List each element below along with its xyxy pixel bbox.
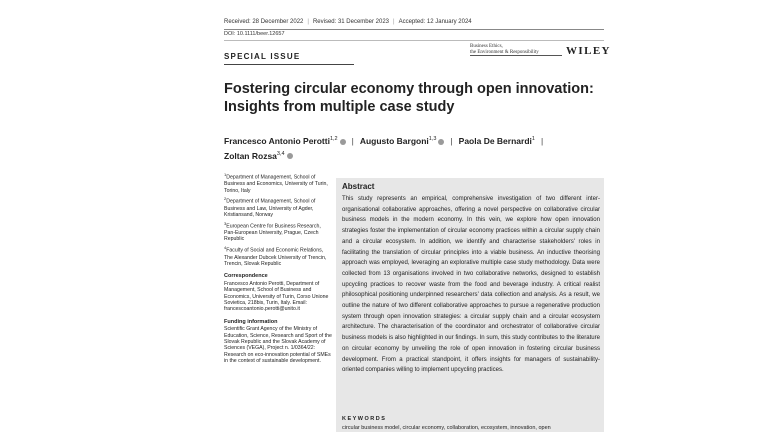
affiliation-text: Department of Management, School of Business and Law, University of Agder, Kristiansand, Norway [224, 199, 316, 218]
revised-date: Revised: 31 December 2023 [312, 19, 389, 25]
author-name[interactable]: Paola De Bernardi [458, 135, 532, 146]
author-list: Francesco Antonio Perotti$^{1,2}$ | Augusto Bargoni$^{1,3}$ | Paola De Bernardi$^1$ | Zoltan Rozsa$^{3,4}$ [224, 135, 544, 161]
journal-logo-bar [470, 55, 562, 56]
article-title: Fostering circular economy through open innovation: Insights from multiple case study [224, 81, 594, 115]
orcid-icon[interactable] [287, 153, 293, 159]
journal-name-line2: the Environment & Responsibility [470, 50, 539, 55]
author-name[interactable]: Francesco Antonio Perotti [224, 135, 330, 146]
section-label: SPECIAL ISSUE [224, 52, 301, 61]
publisher-logo: WILEY [566, 45, 611, 57]
section-underline [224, 64, 354, 65]
abstract-box [336, 178, 604, 432]
affiliation-text: Department of Management, School of Business and Economics, University of Turin, Torino, Italy [224, 174, 328, 194]
doi-link[interactable]: DOI: 10.1111/beer.12657 [224, 31, 285, 37]
correspondence-heading: Correspondence [224, 273, 268, 280]
affiliation [224, 172, 332, 194]
affiliation-number: 4 [224, 245, 227, 251]
received-date: Received: 28 December 2022 [224, 19, 304, 25]
orcid-icon[interactable] [340, 139, 346, 145]
correspondence-text[interactable]: Francesco Antonio Perotti, Department of Management, School of Business and Economics, University of Turin, Corso Unione Sovietica, 218bis, Turin, Italy. Email: francescoantonio.perotti@unito.it [224, 280, 329, 313]
doi-divider [224, 40, 604, 41]
funding-text: Scientific Grant Agency of the Ministry of Education, Science, Research and Sport of the Slovak Republic and the Slovak Academy of Sciences (VEGA), Project n. 1/0364/22: Research on eco-innovation potential of SMEs in the context of sustainable development. [224, 326, 332, 365]
author-affiliation-ref: 1 [531, 136, 535, 142]
side-column [224, 172, 332, 365]
affiliation-text: Faculty of Social and Economic Relations, The Alexander Dubcek University of Trencin, Trencin, Slovak Republic [224, 248, 327, 267]
affiliation-number: 3 [224, 220, 227, 226]
affiliation [224, 221, 332, 243]
orcid-icon[interactable] [438, 139, 444, 145]
affiliation-number: 1 [224, 172, 227, 177]
abstract-heading: Abstract [342, 182, 375, 191]
header-divider [224, 29, 604, 30]
author-name[interactable]: Zoltan Rozsa [224, 150, 277, 161]
author-affiliation-ref: 1,2 [329, 136, 338, 142]
submission-dates: Received: 28 December 2022 | Revised: 31 December 2023 | Accepted: 12 January 2024 [224, 19, 472, 25]
author-name[interactable]: Augusto Bargoni [359, 135, 429, 146]
affiliation [224, 196, 332, 218]
affiliation-number: 2 [224, 196, 227, 202]
author-affiliation-ref: 3,4 [276, 150, 285, 157]
journal-name-line1: Business Ethics, [470, 44, 503, 49]
author-affiliation-ref: 1,3 [428, 136, 437, 142]
keywords-list: circular business model, circular economy, collaboration, ecosystem, innovation, open [342, 425, 551, 431]
affiliation-text: European Centre for Business Research, Pan-European University, Prague, Czech Republic [224, 223, 321, 243]
funding-heading: Funding information [224, 318, 278, 325]
affiliation [224, 245, 332, 267]
accepted-date: Accepted: 12 January 2024 [398, 19, 472, 25]
abstract-text: This study represents an empirical, comprehensive investigation of two different inter-organisational collaborative approaches, offering a novel perspective on collaborative circular business models in the modern economy. In this vein, we explore how open innovation strategies foster the implementation of circular economy practices within a circular supply chain and a circular ecosystem. In addition, we identify and characterise stakeholders' roles in facilitating the translation of circular principles into a viable business. An inductive theorising approach was employed, leveraging an explorative multiple case study methodology. Data were collected from 13 organisations involved in two collaborative networks, designed to establish upcycling practices to recover waste from the food and beverage industry. A critical realist philosophical positioning underpinned researchers' data collection and analysis. As a result, we outline the nature of two different collaborative approaches to pursue a regenerative production system through open innovation strategies: a circular supply chain and a circular ecosystem architecture. The characterisation of the coordinator and orchestrator of collaborative circular business models is also highlighted in our findings. In sum, this study contributes to the literature on circular economy by unveiling the role of open innovation in fostering circular business development. From a practical standpoint, it offers insights for managers of sustainability-oriented companies willing to implement upcycling practices. [342, 196, 600, 374]
keywords-heading: KEYWORDS [342, 416, 387, 422]
